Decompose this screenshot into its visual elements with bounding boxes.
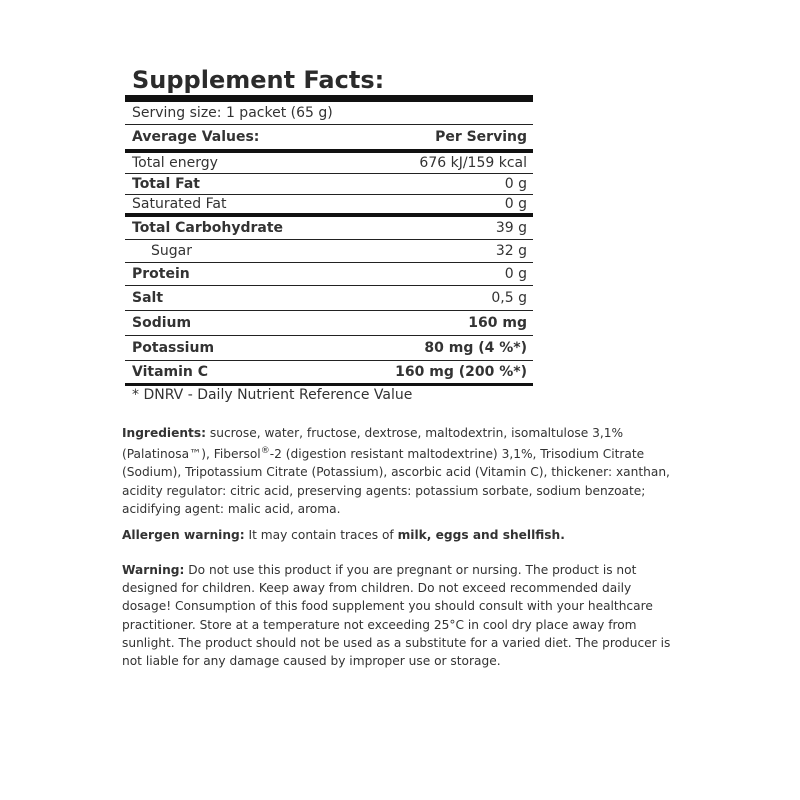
dnrv-footnote: * DNRV - Daily Nutrient Reference Value bbox=[132, 387, 413, 403]
row-value: 39 g bbox=[495, 220, 527, 236]
warning-section bbox=[122, 561, 682, 670]
row-label: Total Carbohydrate bbox=[132, 220, 284, 236]
allergen-items: milk, eggs and shellfish. bbox=[397, 528, 565, 542]
supplement-facts-panel bbox=[125, 65, 533, 403]
row-value: 0,5 g bbox=[491, 290, 527, 306]
row-label: Saturated Fat bbox=[132, 196, 227, 212]
allergen-section bbox=[122, 526, 682, 544]
row-total-energy bbox=[125, 153, 533, 174]
warning-text: Do not use this product if you are pregnant or nursing. The product is not designed for children. Keep away from children. Do not exceed recommended daily dosage! Consumption of this food supplement you should consult with your healthcare practitioner. Store at a temperature not exceeding 25°C in cool dry place away from sunlight. The product should not be used as a substitute for a varied diet. The producer is not liable for any damage caused by improper use or storage. bbox=[122, 563, 671, 669]
row-sugar bbox=[125, 240, 533, 263]
serving-size-label: Serving size: 1 packet (65 g) bbox=[132, 105, 333, 121]
registered-mark: ® bbox=[260, 446, 270, 457]
facts-title: Supplement Facts: bbox=[132, 66, 385, 94]
row-saturated-fat bbox=[125, 195, 533, 217]
row-protein bbox=[125, 263, 533, 286]
facts-table bbox=[125, 95, 533, 386]
row-label: Total Fat bbox=[132, 176, 201, 192]
allergen-heading: Allergen warning: bbox=[122, 528, 245, 542]
header-row bbox=[125, 125, 533, 153]
row-label: Sugar bbox=[151, 243, 192, 259]
row-label: Vitamin C bbox=[132, 364, 209, 380]
row-total-carbohydrate bbox=[125, 217, 533, 240]
ingredients-heading: Ingredients: bbox=[122, 426, 207, 440]
warning-heading: Warning: bbox=[122, 563, 185, 577]
ingredients-section bbox=[122, 424, 682, 518]
ingredients-text-2: -2 (digestion resistant maltodextrine) 3,1%, Trisodium Citrate (Sodium), Tripotassium Citrate (Potassium), ascorbic acid (Vitamin C), thickener: xanthan, acidity regulator: citric acid, preserving agents: potassium sorbate, sodium benzoate; acidifying agent: malic acid, aroma. bbox=[122, 447, 670, 516]
allergen-text: It may contain traces of bbox=[244, 528, 398, 542]
header-per-serving: Per Serving bbox=[435, 129, 527, 145]
row-total-fat bbox=[125, 174, 533, 195]
row-value: 0 g bbox=[504, 266, 527, 282]
row-potassium bbox=[125, 336, 533, 361]
row-label: Protein bbox=[132, 266, 190, 282]
row-label: Total energy bbox=[132, 155, 218, 171]
row-value: 0 g bbox=[504, 196, 527, 212]
row-label: Sodium bbox=[132, 315, 192, 331]
row-label: Potassium bbox=[132, 340, 215, 356]
row-salt bbox=[125, 286, 533, 311]
row-value: 80 mg (4 %*) bbox=[424, 340, 527, 356]
serving-size bbox=[125, 102, 533, 125]
row-vitamin-c bbox=[125, 361, 533, 383]
row-value: 676 kJ/159 kcal bbox=[419, 155, 527, 171]
row-sodium bbox=[125, 311, 533, 336]
row-value: 160 mg bbox=[468, 315, 527, 331]
header-average-values: Average Values: bbox=[132, 129, 260, 145]
row-value: 160 mg (200 %*) bbox=[395, 364, 527, 380]
row-value: 32 g bbox=[495, 243, 527, 259]
ingredients-text-1: sucrose, water, fructose, dextrose, maltodextrin, isomaltulose 3,1% (Palatinosa™), Fibersol bbox=[122, 426, 624, 462]
row-value: 0 g bbox=[504, 176, 527, 192]
row-label: Salt bbox=[132, 290, 164, 306]
